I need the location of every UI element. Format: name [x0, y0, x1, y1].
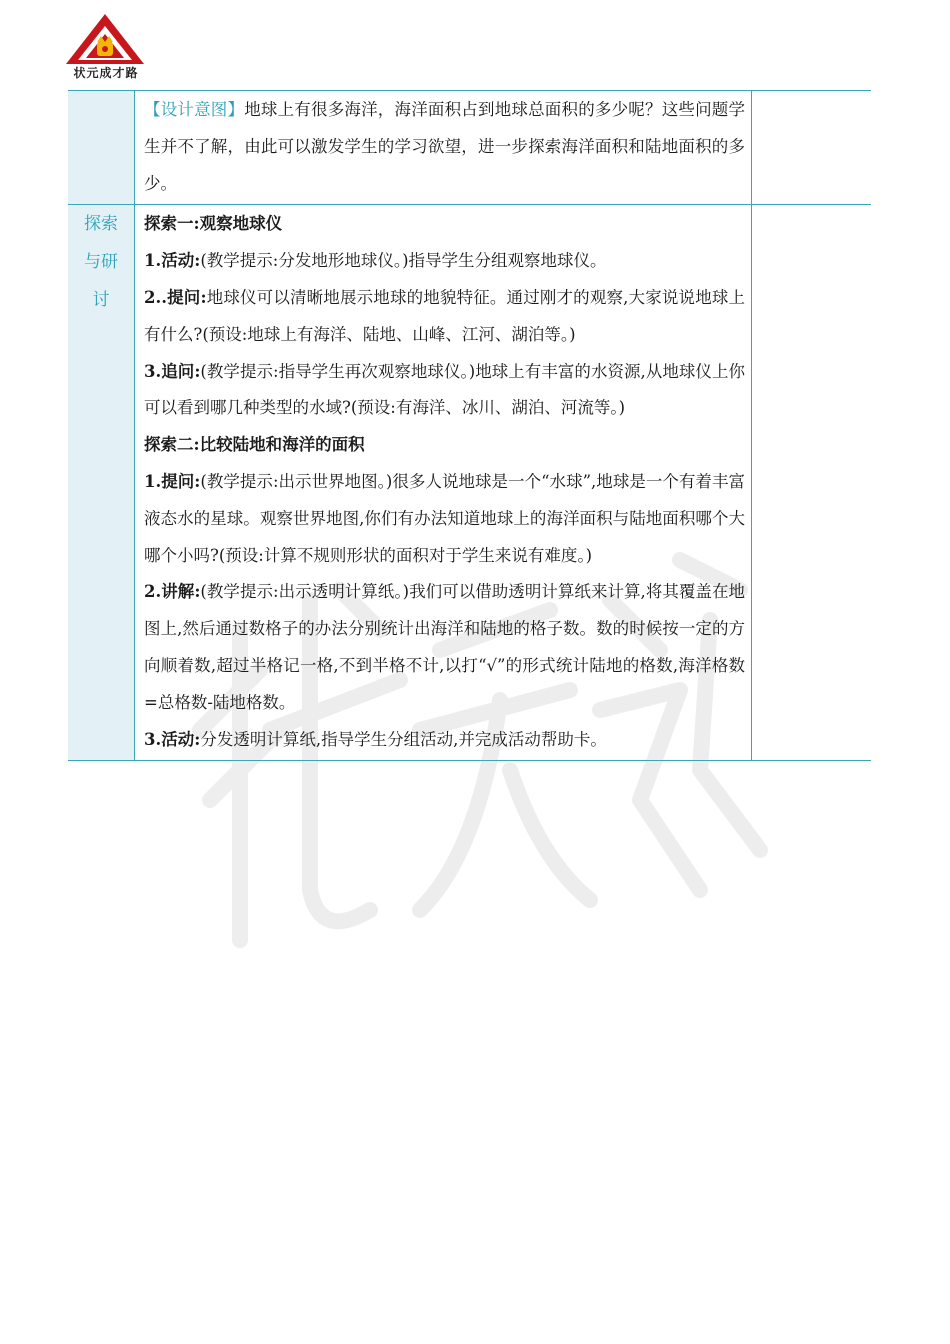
- item-text: (教学提示:指导学生再次观察地球仪。)地球上有丰富的水资源,从地球仪上你可以看到哪几种类型的水域?(预设:有海洋、冰川、湖泊、河流等。): [144, 361, 745, 418]
- design-intent-tag: 【设计意图】: [144, 100, 245, 119]
- list-item: [144, 722, 745, 759]
- list-item: [144, 354, 745, 428]
- side-label-line: 与研: [84, 252, 118, 273]
- list-item: [144, 574, 745, 721]
- item-lead: 3.活动:: [144, 729, 201, 749]
- design-intent-paragraph: [144, 92, 745, 202]
- table-row-design-intent: [68, 91, 871, 205]
- side-label-line: 探索: [84, 214, 118, 235]
- item-lead: 1.活动:: [144, 251, 201, 271]
- notes-cell: [752, 205, 872, 761]
- design-intent-text: 地球上有很多海洋，海洋面积占到地球总面积的多少呢？这些问题学生并不了解，由此可以激发学生的学习欲望，进一步探索海洋面积和陆地面积的多少。: [144, 100, 746, 193]
- lesson-table: [68, 90, 871, 761]
- content-cell: [135, 205, 752, 761]
- section-heading: 探索一:观察地球仪: [144, 214, 283, 234]
- item-text: (教学提示:分发地形地球仪。)指导学生分组观察地球仪。: [200, 251, 607, 271]
- list-item: [144, 464, 745, 574]
- side-label-cell: [68, 91, 135, 205]
- logo-text: 状元成才路: [73, 66, 139, 80]
- item-text: 地球仪可以清晰地展示地球的地貌特征。通过刚才的观察,大家说说地球上有什么?(预设:地球上有海洋、陆地、山峰、江河、湖泊等。): [144, 287, 746, 344]
- list-item: [144, 243, 745, 280]
- content-cell: [135, 91, 752, 205]
- list-item: [144, 280, 745, 354]
- notes-cell: [752, 91, 872, 205]
- item-text: (教学提示:出示透明计算纸。)我们可以借助透明计算纸来计算,将其覆盖在地图上,然后通过数格子的办法分别统计出海洋和陆地的格子数。数的时候按一定的方向顺着数,超过半格记一格,不到半格不计,以打“√”的形式统计陆地的格数,海洋格数=总格数-陆地格数。: [144, 582, 745, 712]
- item-lead: 1.提问:: [144, 471, 201, 491]
- item-lead: 2..提问:: [144, 287, 207, 307]
- logo: [60, 12, 150, 82]
- item-text: 分发透明计算纸,指导学生分组活动,并完成活动帮助卡。: [200, 729, 607, 749]
- logo-emblem-icon: [60, 12, 150, 66]
- item-lead: 2.讲解:: [144, 582, 201, 602]
- table-row-explore: [68, 205, 871, 761]
- side-label-line: 讨: [92, 290, 110, 311]
- item-lead: 3.追问:: [144, 361, 201, 381]
- side-label-cell: [68, 205, 135, 761]
- item-text: (教学提示:出示世界地图。)很多人说地球是一个“水球”,地球是一个有着丰富液态水的星球。观察世界地图,你们有办法知道地球上的海洋面积与陆地面积哪个大哪个小吗?(预设:计算不规则形状的面积对于学生来说有难度。): [144, 471, 745, 565]
- section-heading: 探索二:比较陆地和海洋的面积: [144, 435, 365, 455]
